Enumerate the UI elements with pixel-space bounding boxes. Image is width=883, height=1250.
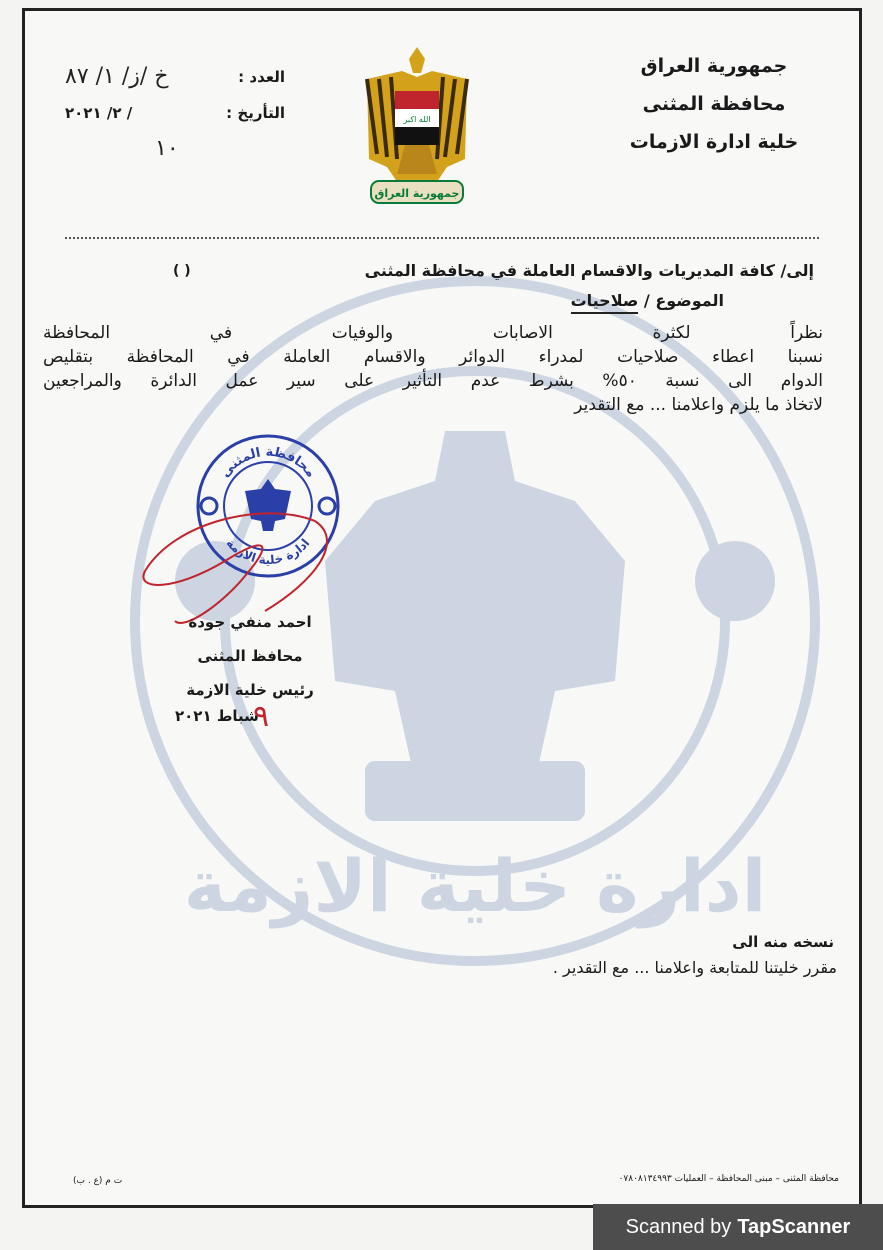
stamp-top-text: محافظة المثنى	[217, 444, 319, 481]
number-value: خ /ز/ ١/ ٨٧	[65, 64, 169, 89]
stamp-bottom-text: ادارة خلية الازمة	[223, 535, 313, 568]
footer-address: محافظة المثنى – مبنى المحافظة – العمليات ٠٧٨٠٨١٣٤٩٩٣	[618, 1174, 839, 1184]
signature-date: شباط ٢٠٢١	[175, 707, 259, 725]
iraq-eagle-emblem	[357, 39, 477, 209]
header-divider	[65, 237, 819, 239]
letter-body	[43, 321, 823, 417]
body-line: لاتخاذ ما يلزم واعلامنا ... مع التقدير	[574, 395, 823, 415]
emblem-flag-text: الله اكبر	[403, 115, 431, 124]
header-cell: خلية ادارة الازمات	[629, 131, 799, 153]
document-page	[22, 8, 862, 1208]
emblem-ribbon-text: جمهورية العراق	[374, 187, 460, 200]
copy-to-line: مقرر خليتنا للمتابعة واعلامنا ... مع التقدير .	[552, 958, 837, 977]
signatory-title: محافظ المثنى	[197, 647, 303, 665]
header-country: جمهورية العراق	[640, 55, 788, 77]
subject-label: الموضوع /	[643, 291, 724, 310]
signature-block	[155, 605, 345, 707]
body-line: نسبنا اعطاء صلاحيات لمدراء الدوائر والاقسام العاملة في المحافظة بتقليص	[43, 347, 823, 367]
number-label: العدد :	[238, 68, 285, 86]
subject-line	[571, 291, 724, 310]
scanner-prefix: Scanned by	[625, 1215, 732, 1238]
signatory-role: رئيس خلية الازمة	[186, 681, 314, 699]
watermark-text: ادارة خلية الازمة	[183, 844, 767, 928]
scanner-brand: TapScanner	[737, 1215, 851, 1238]
reference-number-row	[65, 59, 285, 95]
subject-value: صلاحيات	[571, 291, 639, 314]
reference-date-row	[65, 95, 285, 131]
addressee-parenthesis: ( )	[173, 263, 191, 279]
addressee: إلى/ كافة المديريات والاقسام العاملة في محافظة المثنى	[364, 261, 814, 280]
header-province: محافظة المثنى	[642, 93, 786, 115]
signature-day-handwritten: ٩	[253, 699, 270, 734]
body-line: نظراً لكثرة الاصابات والوفيات في المحافظة	[43, 323, 823, 343]
header-reference	[65, 59, 285, 167]
copy-to-label: نسخه منه الى	[732, 933, 834, 951]
signatory-name: احمد منفي جودة	[188, 613, 312, 631]
date-day-handwritten: ١٠	[155, 136, 179, 161]
scanner-watermark-badge	[593, 1204, 883, 1250]
date-label: التأريخ :	[226, 104, 285, 122]
date-value: / ٢/ ٢٠٢١	[65, 104, 133, 122]
header-issuer	[609, 47, 819, 161]
footer-code: ت م (ع . ب)	[73, 1176, 123, 1186]
body-line: الدوام الى نسبة ٥٠% بشرط عدم التأثير على سير عمل الدائرة والمراجعين	[43, 371, 823, 391]
